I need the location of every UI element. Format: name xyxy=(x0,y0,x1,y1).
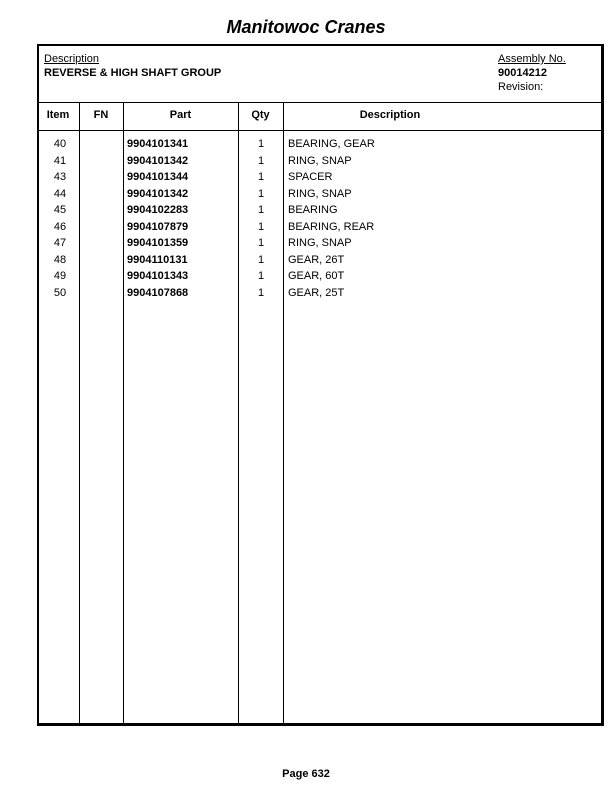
item-number: 44 xyxy=(53,187,67,200)
part-number: 9904110131 xyxy=(127,253,188,266)
table-row xyxy=(0,188,612,205)
column-header-item: Item xyxy=(46,109,70,121)
part-description: BEARING, REAR xyxy=(288,220,375,233)
quantity: 1 xyxy=(257,171,265,183)
quantity: 1 xyxy=(257,187,265,200)
part-number: 9904101359 xyxy=(127,237,189,249)
part-number: 9904101342 xyxy=(127,154,189,167)
part-description: GEAR, 60T xyxy=(288,270,345,282)
part-description: RING, SNAP xyxy=(288,187,352,200)
table-row xyxy=(0,171,612,188)
table-row xyxy=(0,270,612,287)
page-number: Page 632 xyxy=(282,768,330,780)
part-description: RING, SNAP xyxy=(288,237,352,249)
part-number: 9904101342 xyxy=(127,187,189,200)
quantity: 1 xyxy=(257,253,265,266)
part-description: BEARING, GEAR xyxy=(288,138,375,150)
item-number: 43 xyxy=(53,171,67,183)
column-header-part: Part xyxy=(169,109,192,121)
part-description: BEARING xyxy=(288,204,338,216)
part-number: 9904101343 xyxy=(127,270,189,282)
table-row xyxy=(0,155,612,172)
assembly-number: 90014212 xyxy=(498,67,547,79)
part-number: 9904102283 xyxy=(127,204,189,216)
quantity: 1 xyxy=(257,270,265,282)
item-number: 41 xyxy=(53,154,67,167)
item-number: 40 xyxy=(53,138,67,150)
description-label: Description xyxy=(44,53,100,65)
page-title: Manitowoc Cranes xyxy=(226,17,386,37)
table-row xyxy=(0,254,612,271)
assembly-number-label: Assembly No. xyxy=(498,53,566,65)
part-number: 9904107868 xyxy=(127,286,189,299)
part-description: GEAR, 26T xyxy=(288,253,345,266)
part-description: GEAR, 25T xyxy=(288,286,345,299)
item-number: 48 xyxy=(53,253,67,266)
table-row xyxy=(0,221,612,238)
part-description: SPACER xyxy=(288,171,333,183)
table-row xyxy=(0,237,612,254)
item-number: 49 xyxy=(53,270,67,282)
quantity: 1 xyxy=(257,138,265,150)
quantity: 1 xyxy=(257,204,265,216)
quantity: 1 xyxy=(257,154,265,167)
column-header-description: Description xyxy=(359,109,421,121)
part-description: RING, SNAP xyxy=(288,154,352,167)
item-number: 46 xyxy=(53,220,67,233)
quantity: 1 xyxy=(257,220,265,233)
parts-table-body xyxy=(0,138,612,303)
table-row xyxy=(0,287,612,304)
item-number: 50 xyxy=(53,286,67,299)
part-number: 9904101341 xyxy=(127,138,189,150)
column-header-fn: FN xyxy=(93,109,109,121)
part-number: 9904101344 xyxy=(127,171,189,183)
quantity: 1 xyxy=(257,237,265,249)
quantity: 1 xyxy=(257,286,265,299)
table-row xyxy=(0,138,612,155)
table-row xyxy=(0,204,612,221)
item-number: 45 xyxy=(53,204,67,216)
revision-label: Revision: xyxy=(498,81,544,93)
item-number: 47 xyxy=(53,237,67,249)
part-number: 9904107879 xyxy=(127,220,189,233)
column-header-qty: Qty xyxy=(251,109,270,121)
assembly-description: REVERSE & HIGH SHAFT GROUP xyxy=(44,67,222,79)
